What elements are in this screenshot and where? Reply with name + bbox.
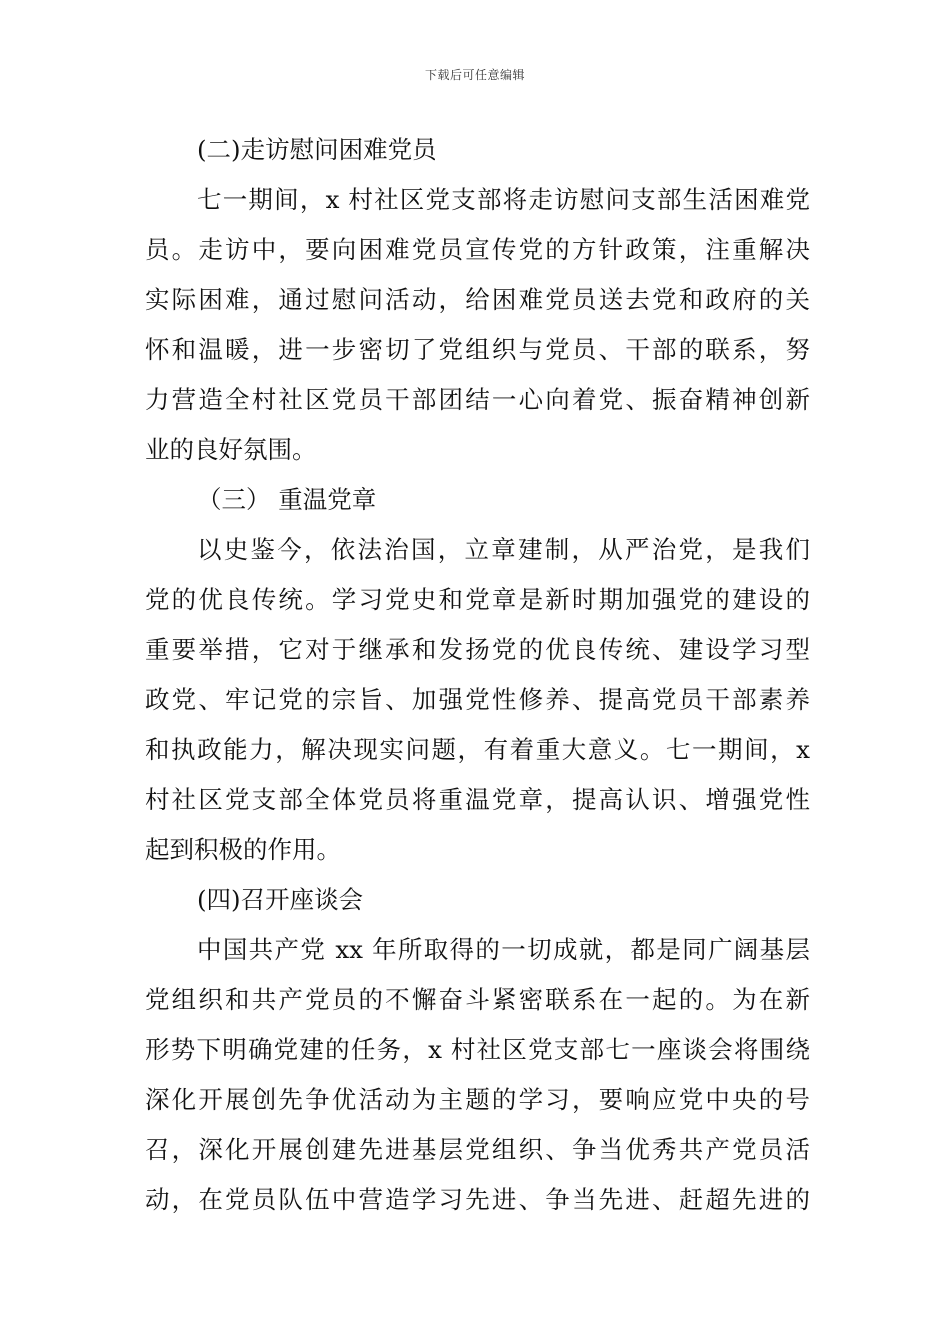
paragraph-line: 力营造全村社区党员干部团结一心向着党、振奋精神创新 xyxy=(145,385,810,414)
paragraph-first-line: 中国共产党 xx 年所取得的一切成就，都是同广阔基层 xyxy=(197,935,810,964)
paragraph-line: 业的良好氛围。 xyxy=(145,435,317,464)
paragraph-line: 动，在党员队伍中营造学习先进、争当先进、赶超先进的 xyxy=(145,1185,810,1214)
paragraph-line: 政党、牢记党的宗旨、加强党性修养、提高党员干部素养 xyxy=(145,685,810,714)
paragraph-first-line: 七一期间，x 村社区党支部将走访慰问支部生活困难党 xyxy=(197,185,810,214)
paragraph-line: 深化开展创先争优活动为主题的学习，要响应党中央的号 xyxy=(145,1085,810,1114)
paragraph-line: 形势下明确党建的任务，x 村社区党支部七一座谈会将围绕 xyxy=(145,1035,810,1064)
paragraph-line: 员。走访中，要向困难党员宣传党的方针政策，注重解决 xyxy=(145,235,810,264)
paragraph-first-line: （三） 重温党章 xyxy=(197,485,377,514)
header-note: 下载后可任意编辑 xyxy=(424,68,525,82)
paragraph-line: 召，深化开展创建先进基层党组织、争当优秀共产党员活 xyxy=(145,1135,810,1164)
paragraph-first-line: (二)走访慰问困难党员 xyxy=(197,135,437,164)
paragraph-line: 党组织和共产党员的不懈奋斗紧密联系在一起的。为在新 xyxy=(145,985,810,1014)
paragraph-line: 起到积极的作用。 xyxy=(145,835,341,864)
paragraph-line: 和执政能力，解决现实问题，有着重大意义。七一期间，x xyxy=(145,735,810,764)
paragraph-line: 怀和温暖，进一步密切了党组织与党员、干部的联系，努 xyxy=(145,335,810,364)
paragraph-first-line: (四)召开座谈会 xyxy=(197,885,364,914)
paragraph-first-line: 以史鉴今，依法治国，立章建制，从严治党，是我们 xyxy=(197,535,810,564)
paragraph-line: 实际困难，通过慰问活动，给困难党员送去党和政府的关 xyxy=(145,285,810,314)
document-body xyxy=(145,125,810,1225)
paragraph-line: 重要举措，它对于继承和发扬党的优良传统、建设学习型 xyxy=(145,635,810,664)
paragraph-line: 村社区党支部全体党员将重温党章，提高认识、增强党性 xyxy=(145,785,810,814)
paragraph-line: 党的优良传统。学习党史和党章是新时期加强党的建设的 xyxy=(145,585,810,614)
